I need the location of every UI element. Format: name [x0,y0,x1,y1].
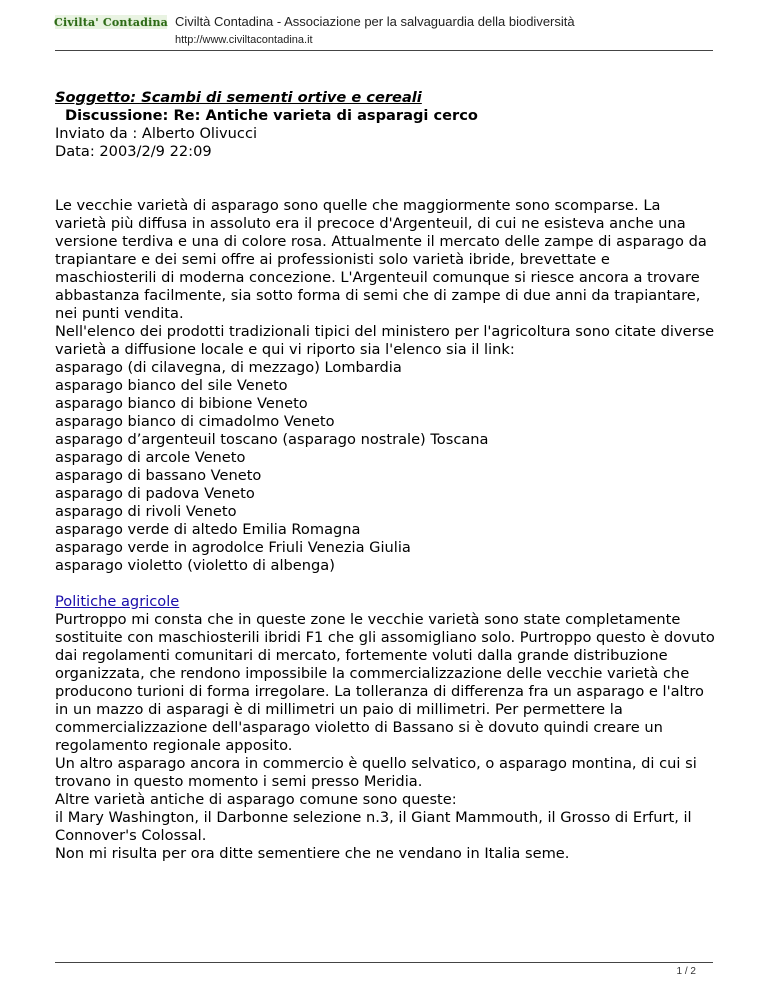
post-date: Data: 2003/2/9 22:09 [55,143,212,160]
spacer [55,161,715,197]
paragraph: il Mary Washington, il Darbonne selezione n.3, il Giant Mammouth, il Grosso di Erfurt, il Connover's Colossal. [55,809,692,844]
list-item: asparago di bassano Veneto [55,467,262,484]
footer-divider [55,962,713,963]
list-item: asparago (di cilavegna, di mezzago) Lombardia [55,359,402,376]
list-item: asparago di padova Veneto [55,485,255,502]
list-item: asparago bianco del sile Veneto [55,377,288,394]
paragraph: Purtroppo mi consta che in queste zone le vecchie varietà sono state completamente sostituite con maschiosterili ibridi F1 che gli assomigliano solo. Purtroppo questo è dovuto dai regolamenti comunitari di mercato, fortemente voluti dalla grande distribuzione organizzata, che rendono impossibile la commercializzazione delle vecchie varietà che producono turioni di forma irregolare. La tolleranza di differenza fra un asparago e l'altro in un mazzo di asparagi è di millimetri un paio di millimetri. Per permettere la commercializzazione dell'asparago violetto di Bassano si è dovuto quindi creare un regolamento regionale apposito. [55,611,715,754]
list-item: asparago verde in agrodolce Friuli Venezia Giulia [55,539,411,556]
post-subject: Soggetto: Scambi di sementi ortive e cereali [55,89,422,106]
post-discussion: Discussione: Re: Antiche varieta di asparagi cerco [65,107,478,124]
post-content [55,89,715,863]
paragraph: Altre varietà antiche di asparago comune sono queste: [55,791,457,808]
list-item: asparago bianco di cimadolmo Veneto [55,413,335,430]
site-title: Civiltà Contadina - Associazione per la salvaguardia della biodiversità [175,14,575,29]
paragraph: Un altro asparago ancora in commercio è quello selvatico, o asparago montina, di cui si trovano in questo momento i semi presso Meridia. [55,755,697,790]
list-item: asparago d’argenteuil toscano (asparago nostrale) Toscana [55,431,489,448]
paragraph: Le vecchie varietà di asparago sono quelle che maggiormente sono scomparse. La varietà più diffusa in assoluto era il precoce d'Argenteuil, di cui ne esisteva anche una versione terdiva e una di colore rosa. Attualmente il mercato delle zampe di asparago da trapiantare e dei semi offre ai professionisti solo varietà ibride, brevettate e maschiosterili di moderna concezione. L'Argenteuil comunque si riesce ancora a trovare abbastanza facilmente, sia sotto forma di semi che di zampe di due anni da trapiantare, nei punti vendita. [55,197,707,322]
variety-list [55,359,715,575]
paragraph: Nell'elenco dei prodotti tradizionali tipici del ministero per l'agricoltura sono citate diverse varietà a diffusione locale e qui vi riporto sia l'elenco sia il link: [55,323,715,358]
politiche-agricole-link[interactable]: Politiche agricole [55,593,180,610]
site-url: http://www.civiltacontadina.it [175,34,313,46]
list-item: asparago verde di altedo Emilia Romagna [55,521,361,538]
list-item: asparago di arcole Veneto [55,449,246,466]
page-number: 1 / 2 [676,966,696,977]
list-item: asparago violetto (violetto di albenga) [55,557,335,574]
header-divider [55,50,713,51]
paragraph: Non mi risulta per ora ditte sementiere che ne vendano in Italia seme. [55,845,570,862]
logo-text: Civilta' Contadina [54,15,168,29]
page-header [55,0,713,52]
list-item: asparago di rivoli Veneto [55,503,237,520]
list-item: asparago bianco di bibione Veneto [55,395,308,412]
post-author: Inviato da : Alberto Olivucci [55,125,258,142]
